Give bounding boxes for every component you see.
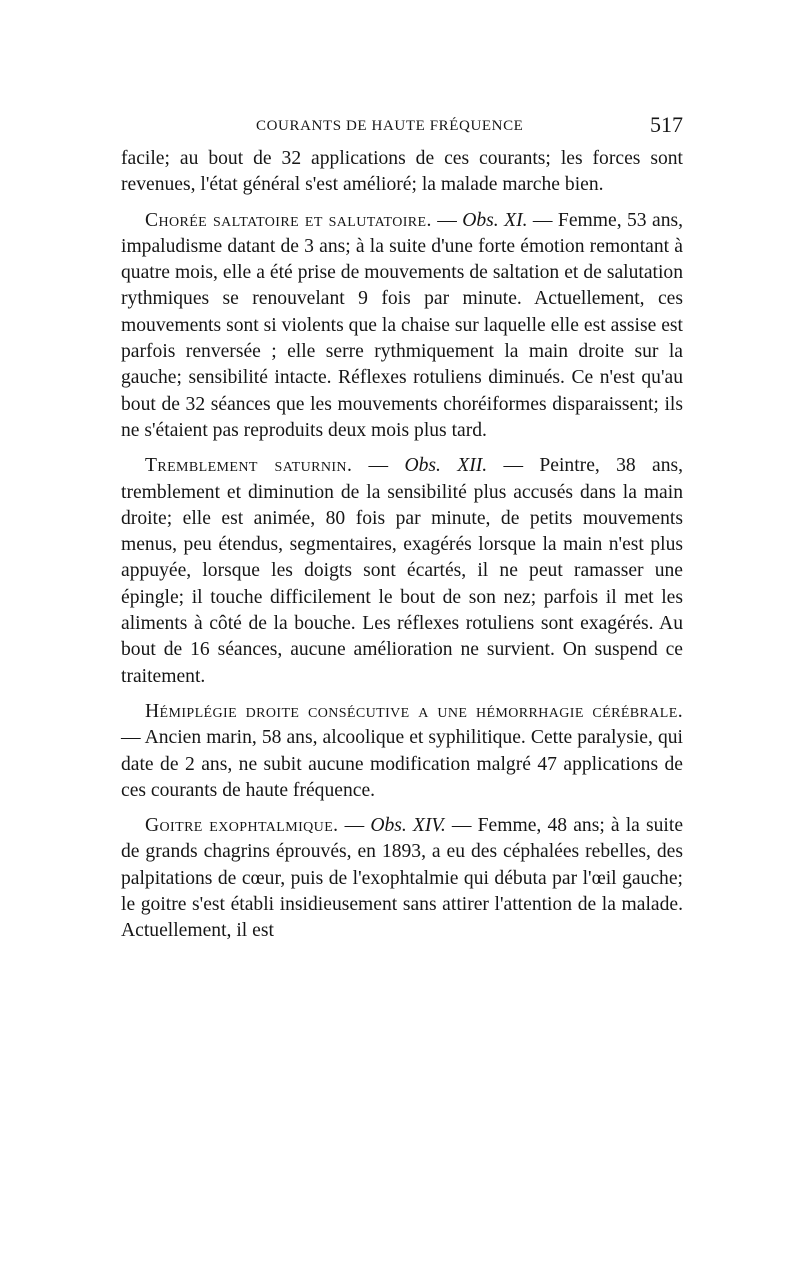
dash-separator: — bbox=[445, 815, 478, 837]
dash-separator: — bbox=[431, 209, 463, 231]
section-heading: Hémiplégie droite consécutive a une hémorrhagie cérébrale. bbox=[145, 700, 683, 722]
dash-separator: — bbox=[121, 727, 145, 749]
running-title: COURANTS DE HAUTE FRÉQUENCE bbox=[256, 118, 524, 134]
paragraph-goitre bbox=[121, 813, 683, 944]
paragraph-continuation bbox=[121, 146, 683, 199]
paragraph-text: Peintre, 38 ans, tremblement et diminution de la sensibilité plus accusés dans la main droite; elle est animée, 80 fois par minute, de petits mouvements menus, peu étendus, segmentaires, exagérés lorsque la main n'est plus appuyée, lorsque les doigts sont écartés, il ne peut ramasser une épingle; il touche difficilement le bout de son nez; parfois il met les aliments à côté de la bouche. Les réflexes rotuliens sont exagérés. Au bout de 16 séances, aucune amélioration ne survient. On suspend ce traitement. bbox=[121, 455, 684, 687]
dash-separator: — bbox=[527, 209, 558, 231]
section-heading: Goitre exophtalmique. bbox=[145, 815, 339, 837]
paragraph-hemiplegie bbox=[121, 699, 683, 804]
observation-number: Obs. XI. bbox=[462, 209, 528, 231]
dash-separator: — bbox=[352, 455, 405, 477]
section-heading: Tremblement saturnin. bbox=[145, 455, 353, 477]
running-head bbox=[121, 112, 683, 146]
section-heading: Chorée saltatoire et salutatoire. bbox=[145, 209, 432, 231]
dash-separator: — bbox=[338, 815, 371, 837]
dash-separator: — bbox=[487, 455, 540, 477]
paragraph-choree bbox=[121, 208, 683, 445]
paragraph-text: facile; au bout de 32 applications de ces courants; les forces sont revenues, l'état général s'est amélioré; la malade marche bien. bbox=[121, 148, 683, 196]
paragraph-text: Femme, 48 ans; à la suite de grands chagrins éprouvés, en 1893, a eu des céphalées rebelles, des palpitations de cœur, puis de l'exophtalmie qui débuta par l'œil gauche; le goitre s'est établi insidieusement sans attirer l'attention de la malade. Actuellement, il est bbox=[121, 815, 684, 942]
book-page bbox=[121, 112, 683, 945]
observation-number: Obs. XIV. bbox=[370, 815, 446, 837]
page-number: 517 bbox=[650, 112, 683, 137]
paragraph-text: Ancien marin, 58 ans, alcoolique et syphilitique. Cette paralysie, qui date de 2 ans, ne subit aucune modification malgré 47 applications de ces courants de haute fréquence. bbox=[121, 727, 683, 801]
paragraph-tremblement bbox=[121, 453, 683, 690]
observation-number: Obs. XII. bbox=[404, 455, 488, 477]
paragraph-text: Femme, 53 ans, impaludisme datant de 3 ans; à la suite d'une forte émotion remontant à quatre mois, elle a été prise de mouvements de saltation et de salutation rythmiques se renouvelant 9 fois par minute. Actuellement, ces mouvements sont si violents que la chaise sur laquelle elle est assise est parfois renversée ; elle serre rythmiquement la main droite sur la gauche; sensibilité intacte. Réflexes rotuliens diminués. Ce n'est qu'au bout de 32 séances que les mouvements choréiformes disparaissent; ils ne s'étaient pas reproduits deux mois plus tard. bbox=[121, 209, 684, 441]
